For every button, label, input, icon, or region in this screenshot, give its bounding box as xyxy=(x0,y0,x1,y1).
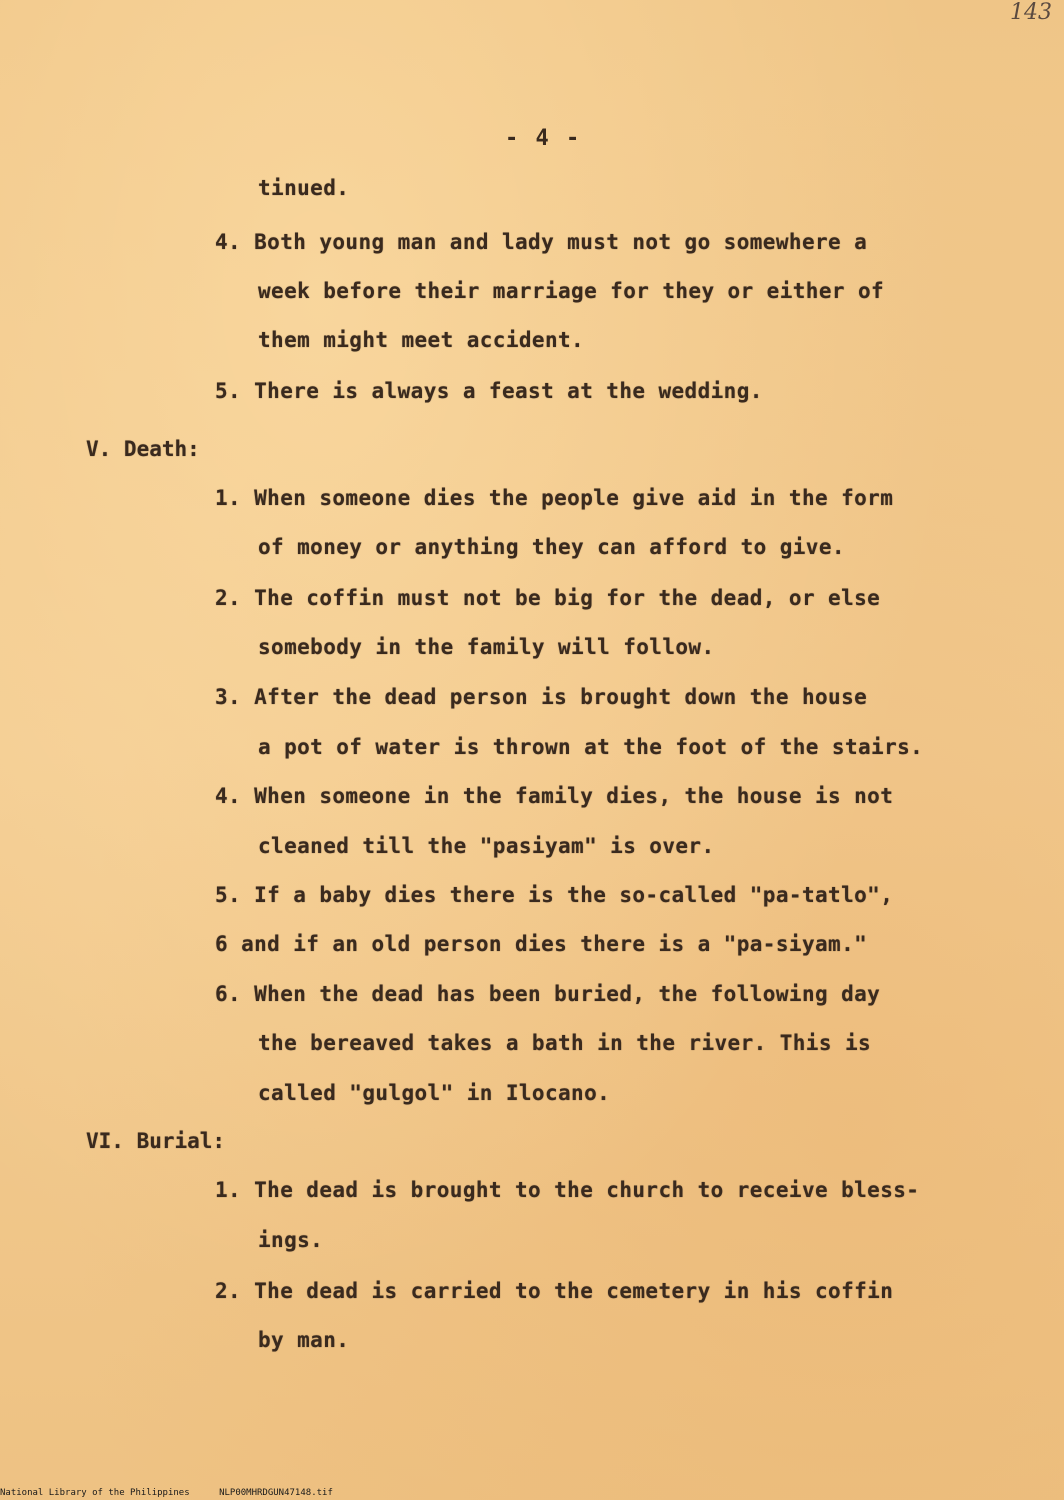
death-item-6-line-1: 6. When the dead has been buried, the following day xyxy=(215,982,881,1006)
marriage-item-5-line-1: 5. There is always a feast at the wedding. xyxy=(215,379,763,403)
marriage-item-4-line-2: week before their marriage for they or either of xyxy=(258,279,885,303)
death-item-2-line-1: 2. The coffin must not be big for the dead, or else xyxy=(215,586,881,610)
marriage-item-4-line-1: 4. Both young man and lady must not go somewhere a xyxy=(215,230,868,254)
footer-library: National Library of the Philippines xyxy=(0,1488,190,1498)
death-item-3-line-2: a pot of water is thrown at the foot of the stairs. xyxy=(258,735,924,759)
death-item-3-line-1: 3. After the dead person is brought down the house xyxy=(215,685,868,709)
handwritten-page-number: 143 xyxy=(1010,0,1052,25)
footer-file-id: NLP00MHRDGUN47148.tif xyxy=(219,1488,333,1498)
death-item-2-line-2: somebody in the family will follow. xyxy=(258,635,715,659)
death-item-6-line-3: called "gulgol" in Ilocano. xyxy=(258,1081,611,1105)
burial-item-1-line-1: 1. The dead is brought to the church to receive bless- xyxy=(215,1178,920,1202)
burial-item-1-line-2: ings. xyxy=(258,1228,324,1252)
death-item-5-line-1: 5. If a baby dies there is the so-called "pa-tatlo", xyxy=(215,883,894,907)
death-item-1-line-1: 1. When someone dies the people give aid in the form xyxy=(215,486,894,510)
death-item-6-line-2: the bereaved takes a bath in the river. This is xyxy=(258,1031,872,1055)
burial-section-heading: VI. Burial: xyxy=(86,1129,226,1153)
death-item-4-line-2: cleaned till the "pasiyam" is over. xyxy=(258,834,715,858)
death-item-5-line-2: 6 and if an old person dies there is a "pa-siyam." xyxy=(215,932,868,956)
marriage-item-4-line-3: them might meet accident. xyxy=(258,328,585,352)
death-item-4-line-1: 4. When someone in the family dies, the house is not xyxy=(215,784,894,808)
death-item-1-line-2: of money or anything they can afford to give. xyxy=(258,535,845,559)
scan-footer xyxy=(0,1488,333,1498)
continuation-text: tinued. xyxy=(258,176,350,200)
burial-item-2-line-1: 2. The dead is carried to the cemetery in his coffin xyxy=(215,1279,894,1303)
burial-item-2-line-2: by man. xyxy=(258,1328,350,1352)
death-section-heading: V. Death: xyxy=(86,437,200,461)
page-header: - 4 - xyxy=(505,126,582,151)
